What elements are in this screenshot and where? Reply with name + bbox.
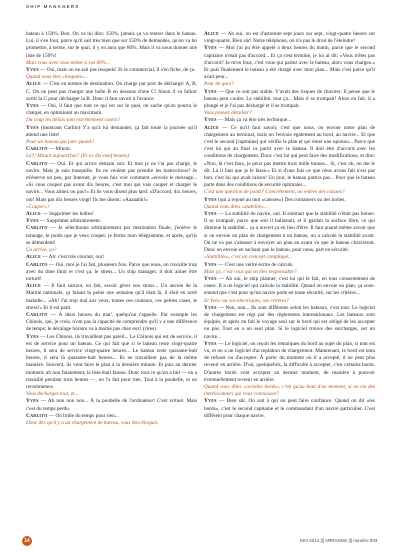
question-line: [26, 74, 197, 81]
question-line: [204, 110, 375, 117]
paragraph-text: — Oui, moi je l'ai fait, plusieurs fois. Parce que nous, on travaille trop avec du time limit et c'est ça, le stress... Un ship manager, il doit aimer être torturé!: [26, 261, 197, 282]
speaker-name: Yves: [204, 117, 217, 124]
dialogue-paragraph: [204, 31, 375, 45]
dialogue-paragraph: [26, 254, 197, 261]
question-line: [204, 384, 375, 398]
dialogue-paragraph: [204, 45, 375, 81]
speaker-name: Alice: [26, 211, 42, 218]
paragraph-text: Là?! Minuit aujourd'hui? (Et ici dix-neuf heures): [26, 153, 130, 160]
speaker-name: Yves: [26, 67, 39, 74]
speaker-name: Yves: [26, 398, 39, 405]
question-line: [204, 269, 375, 276]
paragraph-text: — Le logiciel, on reçoit les remarques du bord au sujet du plan, si tout est vu, et on a un logiciel d'acceptation de chargement. Maintenant, le bord est tenu de refuser ou d'accepter. À partir du moment où il a accepté, il ne peut plus revenir en arrière. D'où, quelquefois, la difficulté à accepter, c'est certains bords. D'autres bords vont accepter au dernier moment, de manière à pouvoir éventuellement revenir en arrière.: [204, 340, 376, 383]
speaker-name: Alice: [26, 81, 42, 88]
question-line: [26, 204, 197, 211]
paragraph-text: bateau à 150%. Bon. On va lui dire: 150%, jamais ça va rentrer dans le bateau. Lui, il s'en fout, parce qu'il sait très bien que sur 150% de demandés, qu'on va lui promettre, à terme, sur le quai, il y en aura que 80%. Mais il va nous donner une liste de 150%!: [26, 31, 197, 59]
issue-label: MAI 2014 ||| ARRANGE ||| numéro 003: [300, 538, 378, 543]
dialogue-paragraph: [26, 262, 197, 284]
speaker-name: Yves: [204, 304, 217, 311]
dialogue-paragraph: [204, 262, 375, 269]
dialogue-paragraph: [26, 225, 197, 247]
section-header: SHIP MANAGERS: [26, 4, 80, 9]
paragraph-text: — Je sélectionne arbitrairement par destination finale, j'enlève le tonnage, le poids que je veux couper, je ferme mon télégramme, et après, qu'ils se démerdent!: [26, 225, 198, 246]
paragraph-text: Vous déchargez tout, et...: [26, 391, 79, 398]
question-line: [26, 420, 197, 427]
text-column-left: [26, 31, 197, 427]
paragraph-text: — Oui, mais on ne sait pas lesquels! Et le commercial, il s'en fiche, de ça.: [40, 67, 196, 74]
dialogue-paragraph: [204, 305, 375, 341]
question-line: [26, 60, 197, 67]
paragraph-text: — Supprimer les boîtes!: [42, 211, 94, 218]
dialogue-paragraph: [204, 276, 375, 298]
dialogue-paragraph: [204, 125, 375, 190]
dialogue-paragraph: [26, 103, 197, 117]
question-line: [26, 117, 197, 124]
dialogue-paragraph: [26, 283, 197, 312]
paragraph-text: Quand vous dites «stabilité»...: [204, 203, 268, 210]
paragraph-text: Ça arrive, ça?: [26, 247, 57, 254]
paragraph-text: — Il faut surtout, en fait, savoir gérer son stress... Un ancien de la Marine nationale, ça faisait la peine une semaine qu'il était là, il était en arrêt maladie... «Ah! J'ai trop mal aux yeux, toutes ces couleurs, ces petites cases, le stress!» Et il est parti.: [26, 283, 197, 311]
paragraph-text: — Les Chinois, ils travaillent pas pareil... Le Chinois qui est de service, il est de service pour un bateau. Ce qui fait que si le bateau reste vingt-quatre heures, il sera de service vingt-quatre heures... Le bateau reste quarante-huit heures, il sera là quarante-huit heures... Ils ne travaillent pas de la même manière. Souvent, ils vont faire le plan à la dernière minute. Et puis au dernier moment: ah non finalement, la liste était fausse. Donc tout ce qu'on a fait — on a travaillé pendant trois heures —, on l'a fait pour rien. Tout à la poubelle, et on recommence.: [26, 333, 198, 390]
question-line: [204, 298, 375, 305]
paragraph-text: Quand vous êtes «lesquels»...: [26, 74, 89, 81]
dialogue-paragraph: [26, 81, 197, 103]
paragraph-text: Mais vous avez vous-même à vos 80%...: [26, 59, 111, 66]
speaker-name: Yves: [204, 261, 217, 268]
page-footer: [0, 536, 400, 552]
speaker-name: Carlito: [26, 311, 48, 318]
speaker-name: Alice: [26, 283, 42, 290]
speaker-name: Carlito: [26, 412, 48, 419]
paragraph-text: — À deux heures du mat', quelqu'un t'appelle. Par exemple les Chinois, qui, je crois, n'ont pas la capacité de comprendre qu'il y a une différence de temps; le décalage horaire va à moitié pas chez eux! (rires): [26, 311, 197, 333]
paragraph-text: — On brûle du temps pour rien...: [48, 412, 119, 419]
dialogue-paragraph: [26, 312, 197, 334]
speaker-name: Carlito: [26, 225, 48, 232]
paragraph-text: Peur de quoi?: [204, 81, 234, 88]
dialogue-paragraph: [26, 334, 197, 392]
paragraph-text: — Moi j'ai pu être appelé à deux heures du matin, parce que le second capitaine n'était pas d'accord... Et ça s'est terminé, je lui ai dit: «Vous n'êtes pas d'accord? Je m'en fous, c'est vous qui partez avec le bateau, alors vous chargez.» Et puis finalement le bateau a été chargé avec mon plan... Mais c'est parce qu'il avait peur...: [204, 45, 375, 81]
question-line: [204, 254, 375, 261]
speaker-name: Yves: [204, 196, 217, 203]
dialogue-paragraph: [204, 211, 375, 254]
paragraph-text: Vous pouvez détailler?: [204, 110, 252, 117]
paragraph-text: Donc dès qu'il y a un chargement de bateau, vous êtes bloqués.: [26, 419, 159, 426]
paragraph-text: — Oui, il faut que tout ce qui est sur le quai, on sache qu'on pourra le charger, en optimisant au maximum.: [26, 103, 197, 117]
question-line: [26, 247, 197, 254]
speaker-name: Alice: [204, 124, 220, 131]
paragraph-text: — Ah: c'est très courant, oui!: [42, 254, 104, 261]
paragraph-text: — Que ce soit pas stable. Y'avait des risques de chavirer. Il pense que le bateau peut couler. Le stabilité, tout ça... Mais il se trompait! Alors en fait, il a plongé et je l'ai pas déchargé et il se trompait.: [204, 88, 376, 110]
speaker-name: Yves: [26, 103, 39, 110]
speaker-name: Yves: [204, 45, 217, 52]
question-line: [204, 81, 375, 88]
dialogue-paragraph: [204, 89, 375, 111]
paragraph-text: — Bien sûr. On sait à qui on peut faire confiance. Quand on dit «les bords», c'est le second capitaine et le commandant d'un navire particulier. C'est différent pour chaque navire.: [204, 398, 376, 419]
paragraph-text: — Ah oui, on est d'astreinte sept jours sur sept, vingt-quatre heures sur vingt-quatre. Bien sûr! Notre téléphone, on n'a pas le droit de l'éteindre!: [204, 31, 375, 45]
paragraph-text: C'est une question de poids? Concrètement, on enlève des caisses?: [204, 189, 345, 196]
page-number: 14: [22, 536, 32, 546]
paragraph-text: (qui a rejoué au mot «caisses») Des containers ou des boîtes.: [218, 196, 346, 203]
paragraph-text: — Mais ça va être très technique...: [218, 117, 292, 124]
speaker-name: Yves: [204, 275, 217, 282]
paragraph-text: Du coup les délais sont extrêmement courts?: [26, 117, 121, 124]
dialogue-paragraph: [26, 161, 197, 204]
text-column-right: [204, 31, 375, 420]
dialogue-paragraph: [204, 117, 375, 124]
paragraph-text: «Couper»?: [26, 203, 50, 210]
paragraph-text: Pour un bateau qui part quand?: [26, 139, 94, 146]
paragraph-text: — Oui. Et qui arrive demain soir. Et moi je ne l'ai pas chargé, le navire. Mais je suis tranquille. Ils ne veulent pas prendre les instructions? Je m'énerve un peu, par Internet, je vous fais voir comment «envoie le message... «Si vous coupez pas avant dix heures, c'est moi qui vais couper et charger le navire... Vous aimez ou pas?» Et ils vous disent plus tard: «D'accord, dix heures, oui! Mais pas dix heures vingt! Ils me disent: «Aaaaahh!»: [26, 160, 197, 203]
issue-info: [300, 538, 377, 543]
question-line: [26, 139, 197, 146]
paragraph-text: — Ah oui, le ship planner, c'est lui qui le fait, en tous consentement de cause. Il a un logiciel qui calcule la stabilité. Quand on envoie un plan, ça sous-entend que c'est pour qu'un navire parte en toute sécurité, sur les critères...: [204, 275, 375, 297]
paragraph-text: Quand vous dites «certains bords», c'est qu'au bout d'un moment, si on est des interlocuteurs qui vous connaissez?: [204, 383, 375, 398]
dialogue-paragraph: [26, 125, 197, 139]
speaker-name: Yves: [204, 398, 217, 405]
paragraph-text: «Stabilités», c'est un concept compliqué...: [204, 254, 293, 261]
speaker-name: Alice: [26, 254, 42, 261]
speaker-name: Yves: [26, 218, 39, 225]
paragraph-text: — Non, non... Ils sont différents selon les bateaux, c'est tout. Le logiciel de chargement est régi par des règlements internationaux. Les bateaux sont équipés, et après on fait le voyage seul sur le bord qui est obligé de les accepter ou pas. Tout en a un seul plan. Si le logiciel trouve des surcharges, sur un navire...: [204, 304, 376, 340]
speaker-name: Carlito: [26, 160, 48, 167]
paragraph-text: — La stabilité du navire, oui. Il estimait que la stabilité n'était pas bonne. Il se trompait, parce que soit il ballastait, et il gardait la surface libre, ce qui diminue la stabilité... ça a ouvert ça en lieu d'être. Il faut quand même savoir que si on envoie un plan de chargement à un bateau, on a calculé la stabilité avant. On ne va pas s'amuser à envoyer un plan en avant vu que le bateau chavirerait. Donc on envoie en sachant que le bateau, pour nous, part en sécurité.: [204, 211, 375, 254]
speaker-name: Yves: [204, 88, 217, 95]
paragraph-text: Et Yves: ou vos électriques, ses critères?: [204, 297, 289, 304]
speaker-name: Yves: [204, 340, 217, 347]
question-line: [204, 204, 375, 211]
question-line: [26, 153, 197, 160]
paragraph-text: (montrant Carlito) Y'a qu'à lui demander, ça fait toute la journée qu'il attend une liste!: [26, 124, 198, 138]
dialogue-paragraph: [26, 31, 197, 60]
dialogue-paragraph: [204, 341, 375, 384]
speaker-name: Carlito: [26, 261, 48, 268]
dialogue-paragraph: [26, 67, 197, 74]
paragraph-text: Mais ça, c'est vous qui en êtes responsable?: [204, 268, 297, 275]
dialogue-paragraph: [26, 211, 197, 218]
paragraph-text: — Minuit.: [48, 146, 72, 153]
question-line: [204, 189, 375, 196]
paragraph-text: — C'est une vérité écrite de calculs.: [218, 261, 294, 268]
dialogue-paragraph: [26, 398, 197, 412]
dialogue-paragraph: [204, 197, 375, 204]
paragraph-text: — Ce qu'il faut savoir, c'est que nous, on envoie notre plan de chargement au terminal, mais on l'envoie également au bord, au navire... Et que c'est le second [capitaine] qui vérifie le plan et qui émet une opinion... Parce que c'est lui qui au final va partir avec le bateau. Il doit être d'accord avec les conditions de chargement. Donc c'est lui qui peut faire des modifications, et dire: «Non, là c'est faux, je peux pas mettre trois mille tonnes... Si, c'est ok, on me le dit. Là il faut que je le fasse.» Et si d'une fois ce que nous avons fait n'est pas bon, c'est lui qui avait raison! Un jour, le bateau partira pas... Pour que le bateau parte dans des conditions de sécurité optimales...: [204, 124, 376, 189]
speaker-name: Yves: [26, 124, 39, 131]
paragraph-text: — Ah non non non... À la poubelle de l'ordinateur! C'est virtuel. Mais c'est du temps perdu.: [26, 398, 198, 412]
dialogue-paragraph: [26, 413, 197, 420]
paragraph-text: — C'est en termes de destination. On charge par port de déchargé: A, B, C. On ne peut pas charger une boîte B en dessous d'une C! Sinon il va falloir sortir la C pour décharger la B. Donc il faut savoir à l'avance.: [26, 81, 197, 102]
speaker-name: Alice: [204, 31, 220, 37]
paragraph-text: — Supprimer arbitrairement.: [40, 218, 102, 225]
speaker-name: Yves: [26, 333, 39, 340]
dialogue-paragraph: [204, 398, 375, 420]
speaker-name: Yves: [204, 211, 217, 218]
speaker-name: Carlito: [26, 146, 48, 153]
